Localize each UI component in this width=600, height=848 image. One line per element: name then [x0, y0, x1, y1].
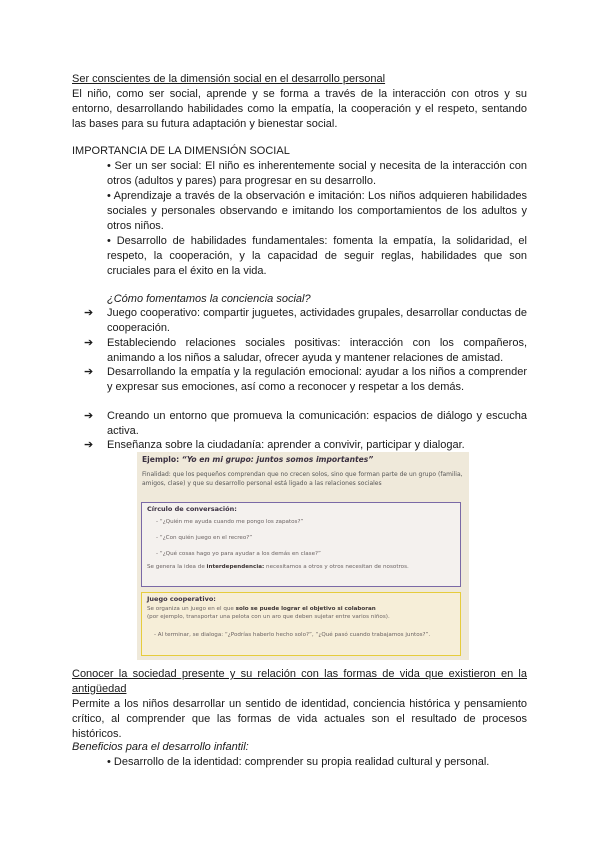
list-item-text: Creando un entorno que promueva la comunicación: espacios de diálogo y escucha activa. [107, 410, 527, 437]
list-item [84, 409, 527, 439]
conversation-circle-box [141, 502, 461, 587]
conversation-circle-title: Círculo de conversación: [147, 505, 237, 513]
list-item [84, 365, 527, 395]
conversation-question: - “¿Qué cosas hago yo para ayudar a los demás en clase?” [156, 551, 321, 557]
arrow-icon: ➔ [84, 337, 94, 349]
cooperative-game-dialogue: - Al terminar, se dialoga: “¿Podrías haberlo hecho solo?”, “¿Qué pasó cuando trabajamos juntos?”. [154, 632, 431, 638]
list-item-text: Estableciendo relaciones sociales positivas: interacción con los compañeros, animando a los niños a saludar, ofrecer ayuda y mantener relaciones de amistad. [107, 337, 527, 364]
benefit-bullet: • Desarrollo de la identidad: comprender su propia realidad cultural y personal. [107, 756, 490, 768]
cooperative-game-line: Se organiza un juego en el que solo se puede lograr el objetivo si colaboran [147, 606, 376, 612]
importance-heading: IMPORTANCIA DE LA DIMENSIÓN SOCIAL [72, 145, 290, 157]
importance-bullet: • Ser un ser social: El niño es inherentemente social y necesita de la interacción con otros (adultos y pares) para progresar en su desarrollo. [107, 160, 527, 187]
arrow-icon: ➔ [84, 439, 94, 451]
example-figure [137, 452, 469, 660]
arrow-icon: ➔ [84, 410, 94, 422]
list-item-text: Juego cooperativo: compartir juguetes, actividades grupales, desarrollar conductas de cooperación. [107, 307, 527, 334]
list-item [84, 438, 527, 453]
section-paragraph: El niño, como ser social, aprende y se forma a través de la interacción con otros y su entorno, desarrollando habilidades como la empatía, la cooperación y el respeto, sentando las bases para su futura adaptación y bienestar social. [72, 88, 527, 130]
list-item-text: Enseñanza sobre la ciudadanía: aprender a convivir, participar y dialogar. [107, 439, 465, 451]
conversation-question: - “¿Con quién juego en el recreo?” [156, 535, 253, 541]
section-heading-social-dimension: Ser conscientes de la dimensión social en el desarrollo personal [72, 73, 386, 85]
arrow-icon: ➔ [84, 366, 94, 378]
cooperative-game-title: Juego cooperativo: [147, 595, 216, 603]
section-paragraph: Permite a los niños desarrollar un sentido de identidad, conciencia histórica y pensamiento crítico, al comprender que las formas de vida actuales son el resultado de procesos históricos. [72, 698, 527, 740]
interdependence-note: Se genera la idea de interdependencia: necesitamos a otros y otros necesitan de nosotros. [147, 564, 409, 570]
figure-purpose: Finalidad: que los pequeños comprendan que no crecen solos, sino que forman parte de un grupo (familia, amigos, clase) y que su desarrollo personal está ligado a las relaciones sociales [142, 471, 463, 487]
importance-bullet: • Desarrollo de habilidades fundamentales: fomenta la empatía, la solidaridad, el respeto, la cooperación, y la capacidad de seguir reglas, habilidades que son cruciales para el éxito en la vida. [107, 235, 527, 277]
foster-question: ¿Cómo fomentamos la conciencia social? [107, 293, 311, 305]
benefits-subheading: Beneficios para el desarrollo infantil: [72, 741, 249, 753]
section-heading-society: Conocer la sociedad presente y su relación con las formas de vida que existieron en la antigüedad [72, 668, 527, 695]
conversation-question: - “¿Quién me ayuda cuando me pongo los zapatos?” [156, 519, 304, 525]
list-item [84, 306, 527, 336]
importance-bullet: • Aprendizaje a través de la observación e imitación: Los niños adquieren habilidades sociales y personales observando e imitando los comportamientos de los adultos y otros niños. [107, 190, 527, 232]
cooperative-game-line: (por ejemplo, transportar una pelota con un aro que deben sujetar entre varios niños). [147, 614, 390, 620]
list-item-text: Desarrollando la empatía y la regulación emocional: ayudar a los niños a comprender y expresar sus emociones, así como a reconocer y respetar a los demás. [107, 366, 527, 393]
figure-title: Ejemplo: “Yo en mi grupo: juntos somos importantes” [142, 455, 374, 464]
cooperative-game-box [141, 592, 461, 656]
arrow-icon: ➔ [84, 307, 94, 319]
list-item [84, 336, 527, 366]
